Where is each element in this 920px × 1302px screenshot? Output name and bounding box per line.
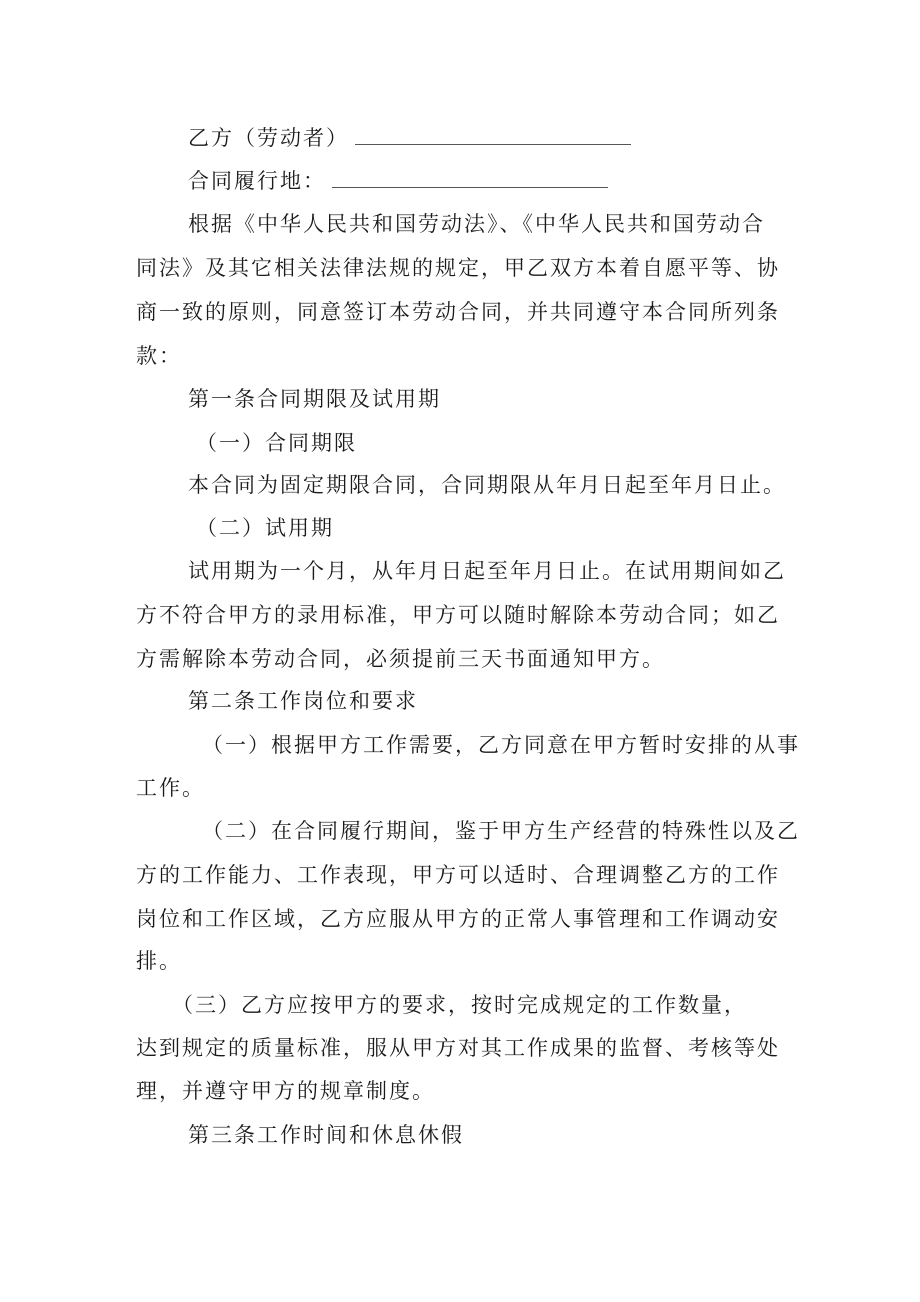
article-title: 第三条工作时间和休息休假 (188, 1123, 464, 1147)
paragraph-line: （一）根据甲方工作需要，乙方同意在甲方暂时安排的从事 (202, 733, 800, 757)
party-b-line (188, 123, 631, 153)
intro-line: 同法》及其它相关法律法规的规定，甲乙双方本着自愿平等、协 (136, 256, 780, 280)
paragraph-line: 岗位和工作区域，乙方应服从甲方的正常人事管理和工作调动安 (136, 907, 780, 931)
paragraph-line: 方需解除本劳动合同，必须提前三天书面通知甲方。 (136, 647, 665, 671)
paragraph-line: 试用期为一个月，从年月日起至年月日止。在试用期间如乙 (188, 559, 786, 583)
intro-line: 款： (136, 344, 182, 368)
paragraph-line: （三）乙方应按甲方的要求，按时完成规定的工作数量， (172, 993, 747, 1017)
paragraph-line: 工作。 (136, 776, 205, 800)
intro-line: 商一致的原则，同意签订本劳动合同，并共同遵守本合同所列条 (136, 300, 780, 324)
section-title: （一）合同期限 (196, 431, 357, 455)
place-blank (332, 167, 608, 188)
article-title: 第二条工作岗位和要求 (188, 689, 418, 713)
paragraph-line: 方不符合甲方的录用标准，甲方可以随时解除本劳动合同；如乙 (136, 603, 780, 627)
paragraph-line: （二）在合同履行期间，鉴于甲方生产经营的特殊性以及乙 (202, 819, 800, 843)
party-b-label: 乙方（劳动者） (188, 126, 349, 150)
section-title: （二）试用期 (196, 516, 334, 540)
place-line (188, 166, 608, 196)
paragraph-line: 方的工作能力、工作表现，甲方可以适时、合理调整乙方的工作 (136, 863, 780, 887)
intro-line: 根据《中华人民共和国劳动法》、《中华人民共和国劳动合 (188, 212, 765, 236)
paragraph-line: 达到规定的质量标准，服从甲方对其工作成果的监督、考核等处 (136, 1036, 780, 1060)
article-title: 第一条合同期限及试用期 (188, 387, 441, 411)
paragraph-line: 排。 (136, 949, 182, 973)
paragraph-line: 理，并遵守甲方的规章制度。 (136, 1079, 435, 1103)
party-b-blank (355, 124, 631, 145)
paragraph-line: 本合同为固定期限合同，合同期限从年月日起至年月日止。 (188, 473, 786, 497)
place-label: 合同履行地： (188, 169, 326, 193)
